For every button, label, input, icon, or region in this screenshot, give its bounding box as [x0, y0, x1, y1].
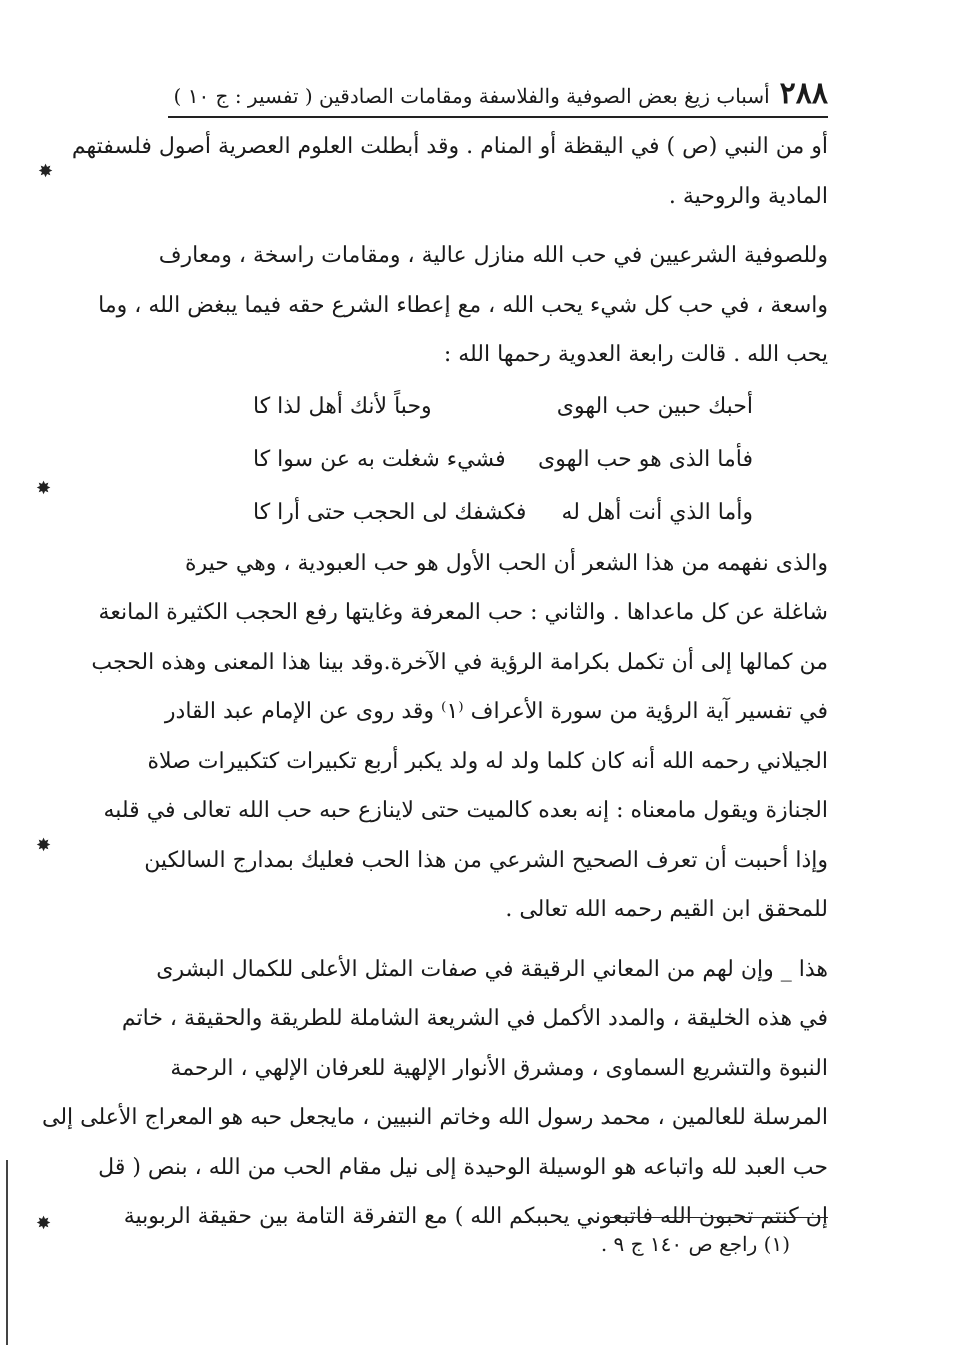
verse-first-hemistich: وأما الذي أنت أهل له	[561, 499, 753, 525]
poem-verse	[168, 433, 828, 486]
running-header	[168, 66, 828, 118]
margin-mark: ✸	[36, 1213, 52, 1234]
text-line: هذا _ وإن لهم من المعاني الرقيقة في صفات المثل الأعلى للكمال البشرى	[156, 956, 828, 982]
poem-verse	[168, 486, 828, 539]
margin-mark: ✸	[38, 161, 54, 182]
text-line: يحب الله . قالت رابعة العدوية رحمها الله :	[443, 342, 828, 367]
text-line: في هذه الخليقة ، والمدد الأكمل في الشريعة الشاملة للطريقة والحقيقة ، خاتم	[121, 1006, 828, 1031]
body-text	[41, 122, 828, 1242]
margin-mark: ✸	[36, 835, 52, 856]
text-line: في تفسير آية الرؤية من سورة الأعراف ⁽١⁾ وقد روى عن الإمام عبد القادر	[164, 699, 828, 724]
verse-first-hemistich: أحبك حبين حب الهوى	[556, 393, 753, 419]
text-line: والذى نفهمه من هذا الشعر أن الحب الأول هو حب العبودية ، وهي حيرة	[184, 550, 828, 576]
margin-mark: ✸	[36, 478, 52, 499]
scan-edge-line	[6, 1160, 8, 1345]
running-title: أسباب زيغ بعض الصوفية والفلاسفة ومقامات الصادقين ( تفسير : ج ١٠ )	[173, 84, 770, 108]
verse-first-hemistich: فأما الذى هو حب الهوى	[538, 446, 753, 472]
page-number: ٢٨٨	[779, 76, 828, 111]
text-line: من كمالها إلى أن تكمل بكرامة الرؤية في الآخرة.وقد بينا هذا المعنى وهذه الحجب	[91, 649, 828, 675]
text-line: الجيلاني رحمه الله أنه كان كلما ولد له ولد يكبر أربع تكبيرات كتكبيرات صلاة	[147, 748, 828, 774]
text-line: وإذا أحببت أن تعرف الصحيح الشرعي من هذا الحب فعليك بمدارج السالكين	[144, 847, 828, 873]
text-line: النبوة والتشريع السماوى ، ومشرق الأنوار الإلهية للعرفان الإلهي ، الرحمة	[170, 1055, 828, 1081]
text-line: واسعة ، في حب كل شيء يحب الله ، مع إعطاء الشرع حقه فيما يبغض الله ، وما	[98, 292, 828, 318]
text-line: إن كنتم تحبون الله فاتبعوني يحببكم الله ) مع التفرقة التامة بين حقيقة الربوبية	[123, 1204, 828, 1229]
text-line: حب العبد لله واتباعه هو الوسيلة الوحيدة إلى نيل مقام الحب من الله ، بنص ( قل	[98, 1154, 828, 1180]
footnote: (١) راجع ص ١٤٠ ج ٩ .	[600, 1232, 790, 1256]
text-line: وللصوفية الشرعيين في حب الله منازل عالية ، ومقامات راسخة ، ومعارف	[158, 243, 828, 268]
verse-second-hemistich: فشيء شغلت به عن سوا كا	[253, 446, 506, 472]
text-line: للمحقق ابن القيم رحمه الله تعالى .	[505, 897, 828, 922]
text-line: المرسلة للعالمين ، محمد رسول الله وخاتم النبيين ، مايجعل حبه هو المعراج الأعلى إلى	[41, 1105, 828, 1130]
text-line: المادية والروحية .	[668, 183, 828, 209]
poem-verse	[168, 380, 828, 433]
text-line: الجنازة ويقول مامعناه : إنه بعده كالميت حتى لاينازع حبه حب الله تعالى في قلبه	[103, 798, 828, 823]
text-line: أو من النبي (ص ) في اليقظة أو المنام . وقد أبطلت العلوم العصرية أصول فلسفتهم	[71, 134, 828, 159]
verse-second-hemistich: فكشفك لى الحجب حتى أرا كا	[253, 499, 527, 525]
verse-second-hemistich: وحباً لأنك أهل لذا كا	[253, 393, 432, 419]
footnote-divider	[610, 1217, 828, 1218]
text-line: شاغلة عن كل ماعداها . والثاني : حب المعرفة وغايتها رفع الحجب الكثيرة المانعة	[98, 600, 828, 625]
